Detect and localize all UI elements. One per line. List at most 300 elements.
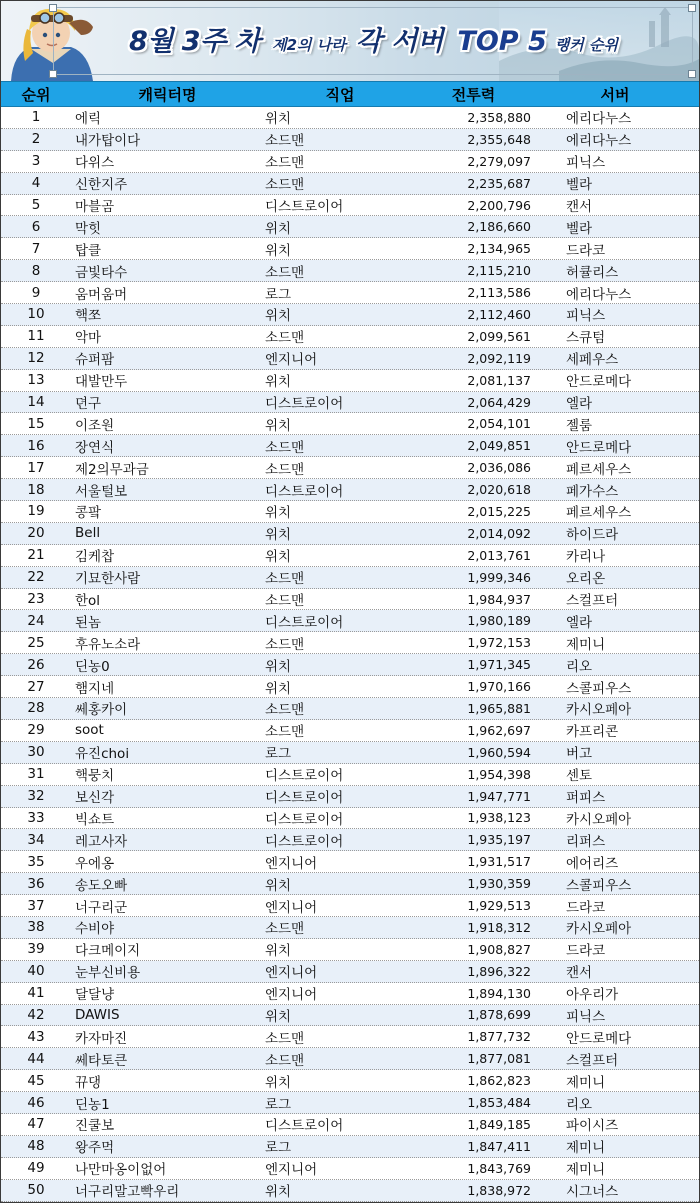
table-row [1,939,699,961]
cell-character: 후유노소라 [75,636,141,653]
cell-server: 아우리가 [566,987,619,1004]
cell-rank: 10 [27,306,45,323]
cell-power: 1,843,769 [467,1160,531,1176]
cell-class: 소드맨 [265,461,305,478]
cell-power: 1,838,972 [467,1182,531,1198]
cell-server: 엘라 [566,614,593,631]
cell-server: 엘라 [566,396,593,413]
cell-power: 2,064,429 [467,394,531,410]
cell-class: 위치 [265,417,292,434]
cell-power: 2,355,648 [467,131,531,147]
cell-power: 2,014,092 [467,525,531,541]
cell-character: 악마 [75,330,102,347]
cell-server: 에어리즈 [566,855,619,872]
cell-rank: 20 [27,525,45,542]
cell-rank: 48 [27,1138,45,1155]
cell-character: 유진choi [75,746,130,763]
cell-power: 2,279,097 [467,153,531,169]
cell-character: 눈부신비용 [75,965,141,982]
banner-title [129,19,618,65]
cell-server: 시그너스 [566,1184,619,1201]
cell-power: 2,200,796 [467,197,531,213]
cell-character: 나만마옹이없어 [75,1162,167,1179]
table-row [1,1092,699,1114]
cell-class: 위치 [265,308,292,325]
cell-character: 쎄홍카이 [75,702,128,719]
cell-character: 너구리군 [75,899,128,916]
title-week: 8월 3주 차 [129,26,261,57]
cell-rank: 47 [27,1116,45,1133]
table-row [1,282,699,304]
cell-rank: 46 [27,1094,45,1111]
cell-class: 엔지니어 [265,899,318,916]
cell-server: 센토 [566,768,593,785]
frame-corner [49,70,57,78]
cell-rank: 15 [27,415,45,432]
cell-character: 슈퍼팜 [75,352,115,369]
cell-rank: 45 [27,1072,45,1089]
cell-class: 위치 [265,680,292,697]
cell-character: 김케찹 [75,549,115,566]
cell-power: 1,878,699 [467,1007,531,1023]
cell-server: 캔서 [566,199,593,215]
cell-power: 1,970,166 [467,679,531,695]
cell-rank: 8 [31,262,41,279]
cell-server: 에리다누스 [566,133,632,150]
table-row [1,1005,699,1027]
cell-character: 우에옹 [75,855,115,872]
cell-character: 움머움머 [75,286,128,303]
cell-class: 엔지니어 [265,352,318,369]
cell-character: 핵쪼 [75,308,102,325]
cell-rank: 17 [27,459,45,476]
table-row [1,567,699,589]
table-row [1,698,699,720]
cell-rank: 32 [27,788,45,805]
cell-server: 카리나 [566,549,606,566]
cell-rank: 13 [27,372,45,389]
cell-rank: 11 [27,328,45,345]
cell-rank: 33 [27,809,45,826]
cell-class: 소드맨 [265,921,305,938]
cell-character: 제2의무과금 [75,461,149,478]
cell-rank: 29 [27,722,45,739]
cell-server: 제미니 [566,1162,606,1179]
cell-character: 된놈 [75,614,102,631]
table-row [1,1114,699,1136]
table-row [1,873,699,895]
cell-character: 송도오빠 [75,877,128,894]
header-character: 캐릭터명 [138,85,197,104]
table-row [1,654,699,676]
cell-rank: 31 [27,766,45,783]
cell-character: DAWIS [75,1006,120,1023]
cell-rank: 28 [27,700,45,717]
table-row [1,632,699,654]
cell-power: 2,115,210 [467,263,531,279]
cell-rank: 34 [27,831,45,848]
table-row [1,895,699,917]
cell-class: 위치 [265,220,292,237]
table-row [1,1158,699,1180]
table-row [1,326,699,348]
cell-server: 허큘리스 [566,264,619,281]
banner [1,1,699,81]
cell-character: 레고사자 [75,833,128,850]
cell-rank: 12 [27,350,45,367]
cell-class: 디스트로이어 [265,396,344,413]
cell-class: 로그 [265,746,292,763]
table-row [1,107,699,129]
table-row [1,413,699,435]
cell-server: 카시오페아 [566,702,632,719]
cell-power: 1,938,123 [467,810,531,826]
cell-server: 세페우스 [566,352,619,369]
cell-character: 수비야 [75,921,115,938]
cell-power: 1,962,697 [467,722,531,738]
table-row [1,961,699,983]
cell-server: 퍼피스 [566,790,606,807]
title-top5: TOP 5 [457,26,547,57]
cell-server: 카시오페아 [566,811,632,828]
cell-power: 1,999,346 [467,569,531,585]
cell-power: 1,935,197 [467,832,531,848]
cell-rank: 19 [27,503,45,520]
cell-class: 소드맨 [265,177,305,194]
cell-character: 다크메이지 [75,943,141,960]
cell-class: 디스트로이어 [265,790,344,807]
cell-class: 디스트로이어 [265,614,344,631]
frame-corner [688,4,696,12]
cell-server: 리오 [566,658,593,675]
cell-power: 1,984,937 [467,591,531,607]
cell-power: 1,853,484 [467,1095,531,1111]
cell-class: 소드맨 [265,264,305,281]
cell-class: 소드맨 [265,571,305,588]
cell-class: 로그 [265,1096,292,1113]
cell-character: 너구리말고빡우리 [75,1184,180,1201]
table-row [1,260,699,282]
cell-character: 탑클 [75,242,102,259]
cell-character: Bell [75,525,101,542]
cell-class: 디스트로이어 [265,199,344,215]
table-row [1,851,699,873]
table-row [1,523,699,545]
cell-class: 위치 [265,505,292,522]
title-game: 제2의 나라 [272,36,346,54]
cell-rank: 3 [31,153,41,170]
cell-rank: 40 [27,963,45,980]
cell-server: 스큐텀 [566,330,606,347]
cell-rank: 35 [27,853,45,870]
header-power: 전투력 [451,85,496,104]
table-row [1,1136,699,1158]
cell-class: 소드맨 [265,724,305,741]
frame-corner [49,4,57,12]
cell-class: 디스트로이어 [265,833,344,850]
cell-server: 페르세우스 [566,461,632,478]
table-row [1,457,699,479]
cell-character: 신한지주 [75,177,128,194]
cell-character: 내가탑이다 [75,133,141,150]
cell-server: 에리다누스 [566,111,632,128]
cell-rank: 23 [27,591,45,608]
cell-class: 소드맨 [265,155,305,172]
cell-rank: 18 [27,481,45,498]
cell-character: 막힛 [75,220,102,237]
cell-class: 위치 [265,374,292,391]
table-row [1,829,699,851]
cell-character: 왕주먹 [75,1140,115,1157]
cell-power: 1,862,823 [467,1073,531,1089]
cell-rank: 30 [27,744,45,761]
cell-server: 페르세우스 [566,505,632,522]
cell-power: 1,971,345 [467,657,531,673]
cell-class: 소드맨 [265,1030,305,1047]
cell-server: 리퍼스 [566,833,606,850]
cell-rank: 5 [31,197,41,213]
cell-power: 1,930,359 [467,876,531,892]
cell-class: 위치 [265,111,292,128]
cell-rank: 6 [31,218,41,235]
cell-character: 기묘한사람 [75,571,141,588]
table-row [1,610,699,632]
cell-class: 위치 [265,549,292,566]
cell-power: 2,092,119 [467,350,531,366]
table-row [1,1048,699,1070]
cell-power: 2,112,460 [467,306,531,322]
table-row [1,216,699,238]
table-row [1,676,699,698]
cell-power: 1,918,312 [467,919,531,935]
cell-character: soot [75,722,104,739]
cell-rank: 1 [31,109,41,126]
cell-server: 스콜피우스 [566,877,632,894]
cell-server: 피닉스 [566,308,606,325]
cell-power: 1,931,517 [467,854,531,870]
cell-class: 소드맨 [265,439,305,456]
cell-power: 2,358,880 [467,109,531,125]
cell-class: 엔지니어 [265,855,318,872]
cell-rank: 16 [27,437,45,454]
cell-character: 금빛타수 [75,264,128,281]
cell-character: 뎐구 [75,396,102,413]
cell-character: 달달냥 [75,987,115,1004]
cell-server: 젤룸 [566,417,593,434]
cell-power: 2,134,965 [467,241,531,257]
cell-server: 에리다누스 [566,286,632,303]
cell-character: 에릭 [75,111,102,128]
cell-server: 리오 [566,1096,593,1113]
cell-power: 2,235,687 [467,175,531,191]
cell-character: 딘농1 [75,1096,110,1113]
cell-class: 위치 [265,242,292,259]
cell-server: 스컬프터 [566,593,619,610]
table-row [1,917,699,939]
cell-power: 1,960,594 [467,744,531,760]
table-row [1,786,699,808]
cell-server: 카프리콘 [566,724,619,741]
cell-server: 피닉스 [566,155,606,172]
cell-class: 위치 [265,527,292,544]
cell-power: 1,947,771 [467,788,531,804]
cell-rank: 7 [31,240,41,257]
cell-rank: 36 [27,875,45,892]
header-class: 직업 [325,85,355,104]
cell-server: 제미니 [566,636,606,653]
cell-rank: 26 [27,656,45,673]
cell-server: 안드로메다 [566,439,632,456]
table-header [1,81,699,107]
cell-server: 파이시즈 [566,1118,619,1135]
cell-rank: 37 [27,897,45,914]
cell-character: 대발만두 [75,374,128,391]
cell-class: 소드맨 [265,1052,305,1069]
cell-class: 로그 [265,1140,292,1157]
table-row [1,1026,699,1048]
cell-rank: 22 [27,569,45,586]
header-server: 서버 [600,85,630,104]
cell-server: 벨라 [566,220,593,237]
cell-server: 드라코 [566,242,606,259]
table-row [1,983,699,1005]
header-rank: 순위 [21,85,51,104]
cell-class: 소드맨 [265,636,305,653]
cell-power: 1,954,398 [467,766,531,782]
cell-server: 카시오페아 [566,921,632,938]
cell-power: 2,099,561 [467,328,531,344]
table-row [1,1070,699,1092]
cell-character: 콩팤 [75,505,102,522]
cell-class: 로그 [265,286,292,303]
cell-server: 오리온 [566,571,606,588]
cell-power: 2,049,851 [467,438,531,454]
cell-character: 마블곰 [75,199,115,215]
cell-server: 제미니 [566,1140,606,1157]
ranking-table-body [1,107,699,1202]
table-row [1,808,699,830]
cell-character: 딘농0 [75,658,110,675]
cell-rank: 9 [31,284,41,301]
cell-power: 2,081,137 [467,372,531,388]
table-row [1,589,699,611]
cell-power: 2,015,225 [467,503,531,519]
cell-class: 소드맨 [265,133,305,150]
cell-class: 엔지니어 [265,965,318,982]
cell-character: 햄지네 [75,680,115,697]
cell-power: 2,113,586 [467,285,531,301]
cell-class: 디스트로이어 [265,1118,344,1135]
cell-rank: 43 [27,1028,45,1045]
cell-class: 디스트로이어 [265,768,344,785]
cell-rank: 42 [27,1006,45,1023]
cell-character: 서울털보 [75,483,128,500]
cell-class: 디스트로이어 [265,811,344,828]
cell-power: 1,965,881 [467,700,531,716]
cell-server: 페가수스 [566,483,619,500]
cell-server: 드라코 [566,899,606,916]
cell-server: 피닉스 [566,1008,606,1025]
cell-power: 1,929,513 [467,898,531,913]
cell-rank: 24 [27,612,45,629]
cell-character: 이조원 [75,417,115,434]
cell-character: 핵뭉치 [75,768,115,785]
table-row [1,545,699,567]
table-row [1,370,699,392]
cell-power: 1,980,189 [467,613,531,629]
cell-server: 안드로메다 [566,374,632,391]
cell-class: 위치 [265,1184,292,1201]
cell-rank: 21 [27,547,45,564]
cell-rank: 14 [27,394,45,411]
cell-class: 위치 [265,877,292,894]
cell-power: 1,972,153 [467,635,531,651]
cell-power: 1,896,322 [467,963,531,979]
table-row [1,304,699,326]
cell-rank: 25 [27,634,45,651]
table-row [1,764,699,786]
table-row [1,742,699,764]
cell-rank: 2 [31,131,41,148]
table-row [1,1180,699,1202]
table-row [1,501,699,523]
cell-power: 1,849,185 [467,1116,531,1132]
cell-character: 다위스 [75,155,115,172]
cell-rank: 27 [27,678,45,695]
cell-class: 위치 [265,658,292,675]
cell-power: 1,877,732 [467,1029,531,1045]
cell-class: 위치 [265,943,292,960]
cell-power: 2,054,101 [467,416,531,432]
cell-power: 1,908,827 [467,941,531,957]
cell-character: 뀨댕 [75,1074,102,1091]
table-row [1,129,699,151]
table-row [1,392,699,414]
cell-server: 스컬프터 [566,1052,619,1069]
cell-class: 위치 [265,1008,292,1025]
cell-character: 장연식 [75,439,115,456]
table-row [1,238,699,260]
cell-character: 쎄타토큰 [75,1052,128,1069]
cell-server: 제미니 [566,1074,606,1091]
cell-character: 빅쇼트 [75,811,115,828]
cell-rank: 39 [27,941,45,958]
table-row [1,151,699,173]
cell-power: 2,013,761 [467,547,531,563]
table-row [1,173,699,195]
cell-class: 소드맨 [265,330,305,347]
cell-power: 2,020,618 [467,482,531,498]
cell-rank: 41 [27,985,45,1002]
cell-server: 캔서 [566,965,593,982]
cell-server: 벨라 [566,177,593,194]
table-row [1,195,699,217]
cell-server: 버고 [566,746,593,763]
cell-power: 2,186,660 [467,219,531,235]
cell-class: 소드맨 [265,593,305,610]
cell-class: 소드맨 [265,702,305,719]
cell-server: 안드로메다 [566,1030,632,1047]
title-ranker: 랭커 순위 [554,36,618,54]
cell-class: 디스트로이어 [265,483,344,500]
cell-power: 1,877,081 [467,1051,531,1067]
cell-character: 보신각 [75,790,115,807]
cell-rank: 49 [27,1160,45,1177]
cell-character: 카자마진 [75,1030,128,1047]
cell-power: 1,894,130 [467,985,531,1001]
table-row [1,435,699,457]
cell-rank: 50 [27,1182,45,1199]
